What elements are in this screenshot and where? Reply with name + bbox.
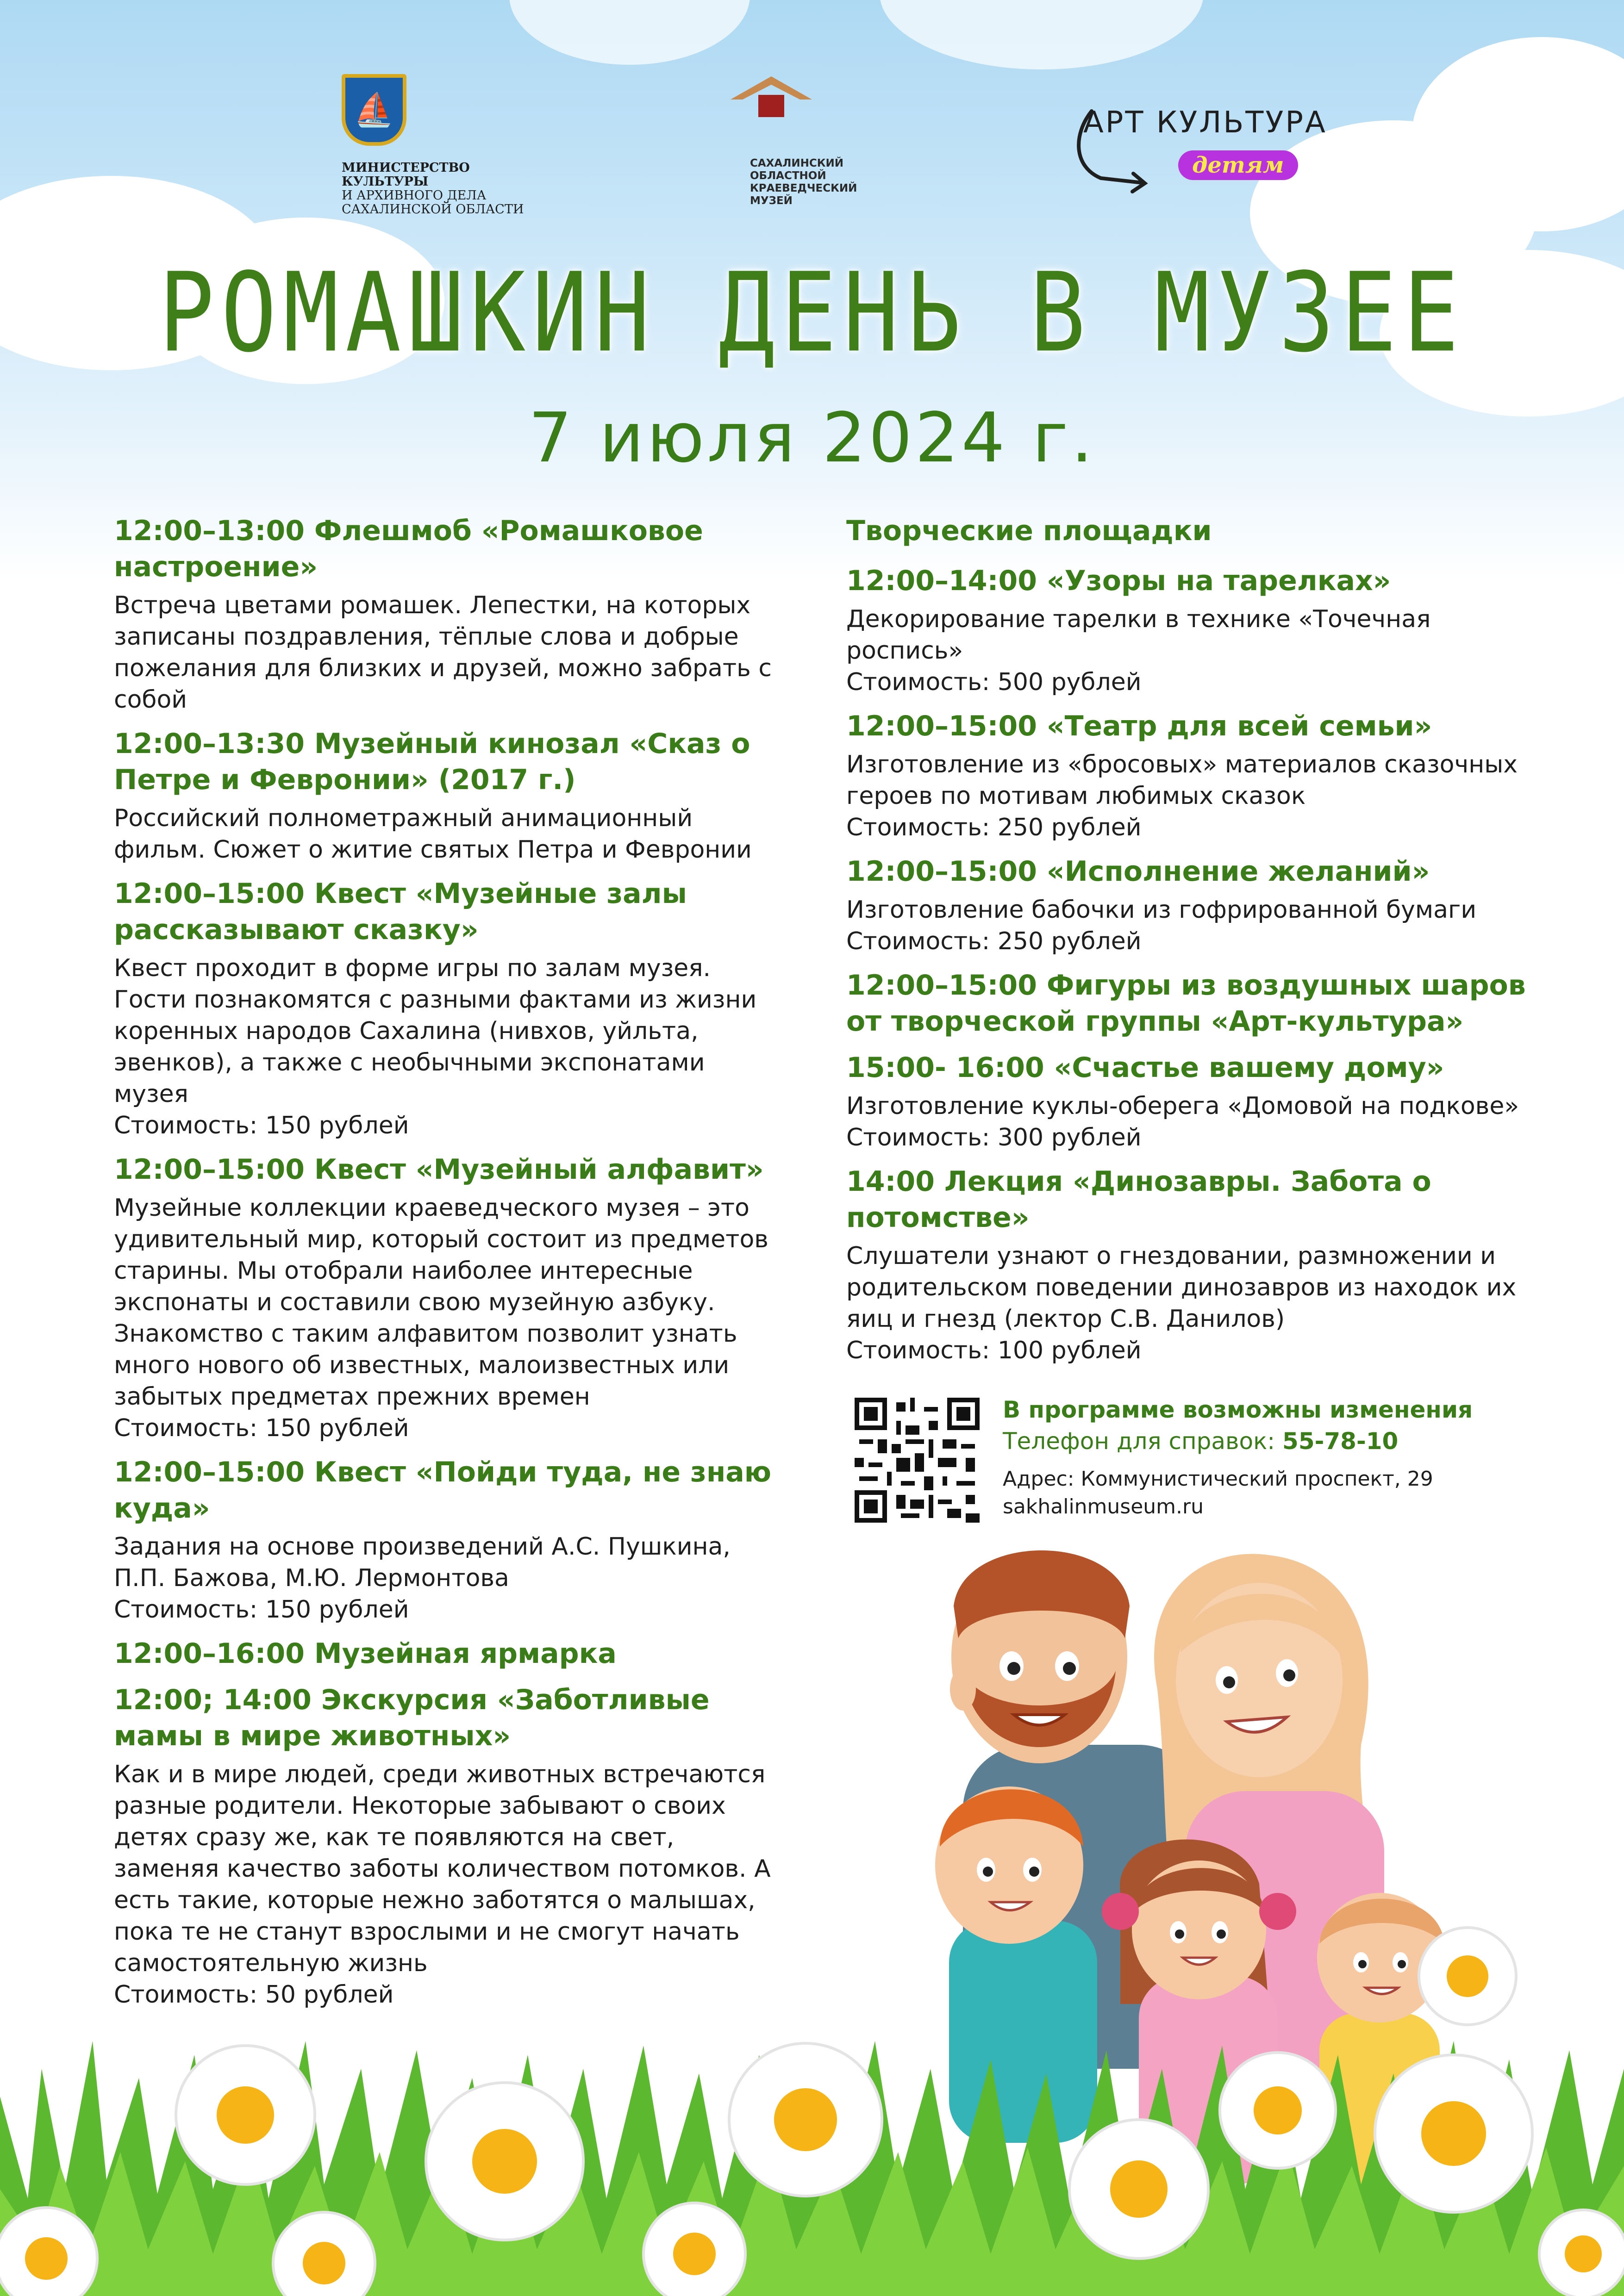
event-price: Стоимость: 500 рублей: [846, 668, 1142, 696]
art-culture-logo: АРТ КУЛЬТУРА: [1083, 106, 1327, 140]
schedule-item: [846, 1164, 1541, 1366]
daisy-icon: [1539, 2210, 1624, 2296]
schedule-item: [846, 967, 1541, 1039]
event-heading: 12:00–13:30 Музейный кинозал «Сказ о Петре и Февронии» (2017 г.): [114, 728, 750, 796]
event-heading: 12:00–15:00 «Исполнение желаний»: [846, 855, 1430, 888]
website-link[interactable]: sakhalinmuseum.ru: [1003, 1495, 1204, 1518]
event-price: Стоимость: 250 рублей: [846, 814, 1142, 841]
daisy-icon: [1069, 2120, 1208, 2259]
event-description: Задания на основе произведений А.С. Пушкина, П.П. Бажова, М.Ю. Лермонтова: [114, 1533, 731, 1592]
event-heading: 12:00–15:00 Фигуры из воздушных шаров от творческой группы «Арт-культура»: [846, 969, 1526, 1038]
event-heading: 14:00 Лекция «Динозавры. Забота о потомстве»: [846, 1165, 1431, 1234]
event-price: Стоимость: 150 рублей: [114, 1596, 409, 1624]
event-heading: 12:00–15:00 Квест «Музейные залы рассказывают сказку»: [114, 877, 687, 946]
boy-figure: [935, 1786, 1097, 2143]
event-description: Как и в мире людей, среди животных встречаются разные родители. Некоторые забывают о своих детях сразу же, как те появляются на свет, заменяя качество заботы количеством потомков. А есть такие, которые нежно заботятся о малышах, пока те не станут взрослыми и не смогут начать самостоятельную жизнь: [114, 1761, 771, 1977]
event-price: Стоимость: 300 рублей: [846, 1124, 1142, 1151]
museum-line-3: КРАЕВЕДЧЕСКИЙ: [750, 182, 857, 194]
daisy-icon: [176, 2046, 315, 2184]
event-description: Декорирование тарелки в технике «Точечная роспись»: [846, 605, 1431, 665]
event-price: Стоимость: 250 рублей: [846, 927, 1142, 955]
event-heading: 12:00; 14:00 Экскурсия «Заботливые мамы в мире животных»: [114, 1684, 710, 1752]
museum-logo-text: [750, 157, 898, 207]
schedule-item: [846, 563, 1541, 698]
event-description: Изготовление куклы-оберега «Домовой на подкове»: [846, 1092, 1519, 1120]
event-price: Стоимость: 150 рублей: [114, 1414, 409, 1442]
event-price: Стоимость: 50 рублей: [114, 1981, 394, 2009]
ministry-line-1: МИНИСТЕРСТВО КУЛЬТУРЫ: [342, 161, 470, 189]
event-description: Изготовление из «бросовых» материалов сказочных героев по мотивам любимых сказок: [846, 751, 1518, 810]
daisy-icon: [1419, 1928, 1516, 2025]
ministry-line-3: САХАЛИНСКОЙ ОБЛАСТИ: [342, 202, 524, 217]
museum-line-1: САХАЛИНСКИЙ: [750, 157, 843, 169]
daisy-icon: [729, 2043, 882, 2196]
event-heading: 12:00–15:00 «Театр для всей семьи»: [846, 710, 1432, 742]
phone-line: [1003, 1425, 1558, 1457]
family-daisy-illustration: [0, 1550, 1624, 2296]
schedule-item: [846, 708, 1541, 843]
event-heading: 12:00–14:00 «Узоры на тарелках»: [846, 565, 1391, 597]
daisy-icon: [643, 2203, 745, 2296]
event-heading: 12:00–15:00 Квест «Музейный алфавит»: [114, 1153, 764, 1186]
section-title: Творческие площадки: [846, 515, 1212, 547]
phone-number[interactable]: 55-78-10: [1282, 1428, 1399, 1455]
event-description: Квест проходит в форме игры по залам музея. Гости познакомятся с разными фактами из жизни коренных народов Сахалина (нивхов, уйльта, эвенков), а также с необычными экспонатами музея: [114, 954, 757, 1108]
event-date: 7 июля 2024 г.: [528, 398, 1096, 478]
art-culture-kids-badge: детям: [1178, 150, 1298, 180]
event-heading: 12:00–15:00 Квест «Пойди туда, не знаю куда»: [114, 1456, 772, 1524]
event-description: Изготовление бабочки из гофрированной бумаги: [846, 896, 1477, 924]
page-title: РОМАШКИН ДЕНЬ В МУЗЕЕ: [158, 249, 1466, 377]
event-price: Стоимость: 150 рублей: [114, 1112, 409, 1139]
qr-code-icon[interactable]: [855, 1398, 980, 1523]
event-description: Слушатели узнают о гнездовании, размножении и родительском поведении динозавров из находок их яиц и гнезд (лектор С.В. Данилов): [846, 1242, 1517, 1333]
coat-of-arms-icon: ⛵: [342, 74, 406, 146]
schedule-item: [114, 1151, 785, 1444]
event-heading: 12:00–16:00 Музейная ярмарка: [114, 1637, 617, 1670]
schedule-item: [846, 853, 1541, 957]
event-description: Российский полнометражный анимационный фильм. Сюжет о житие святых Петра и Февронии: [114, 804, 752, 864]
contact-info: [1003, 1394, 1558, 1521]
event-heading: 12:00–13:00 Флешмоб «Ромашковое настроение»: [114, 515, 703, 583]
event-description: Музейные коллекции краеведческого музея – это удивительный мир, который состоит из предметов старины. Мы отобрали наиболее интересные экспонаты и составили свою музейную азбуку. Знакомство с таким алфавитом позволит узнать много нового об известных, малоизвестных или забытых предметах прежних времен: [114, 1194, 768, 1411]
event-description: Встреча цветами ромашек. Лепестки, на которых записаны поздравления, тёплые слова и добрые пожелания для близких и друзей, можно забрать с собой: [114, 591, 772, 714]
museum-line-4: МУЗЕЙ: [750, 195, 793, 207]
program-changes-note: В программе возможны изменения: [1003, 1396, 1473, 1423]
daisy-icon: [426, 2083, 583, 2240]
ministry-line-2: И АРХИВНОГО ДЕЛА: [342, 188, 487, 203]
museum-roof-icon: [731, 76, 812, 117]
address: Адрес: Коммунистический проспект, 29: [1003, 1467, 1433, 1491]
schedule-item: [114, 513, 785, 716]
museum-line-2: ОБЛАСТНОЙ: [750, 170, 826, 182]
schedule-item: [846, 1050, 1541, 1153]
right-schedule-column: [846, 513, 1541, 1376]
phone-label: Телефон для справок:: [1003, 1428, 1275, 1455]
ministry-logo-text: [342, 161, 536, 217]
daisy-icon: [1375, 2055, 1532, 2212]
event-price: Стоимость: 100 рублей: [846, 1337, 1142, 1364]
daisy-icon: [1220, 2053, 1336, 2168]
event-heading: 15:00- 16:00 «Счастье вашему дому»: [846, 1052, 1444, 1084]
schedule-item: [114, 876, 785, 1141]
schedule-item: [114, 726, 785, 865]
